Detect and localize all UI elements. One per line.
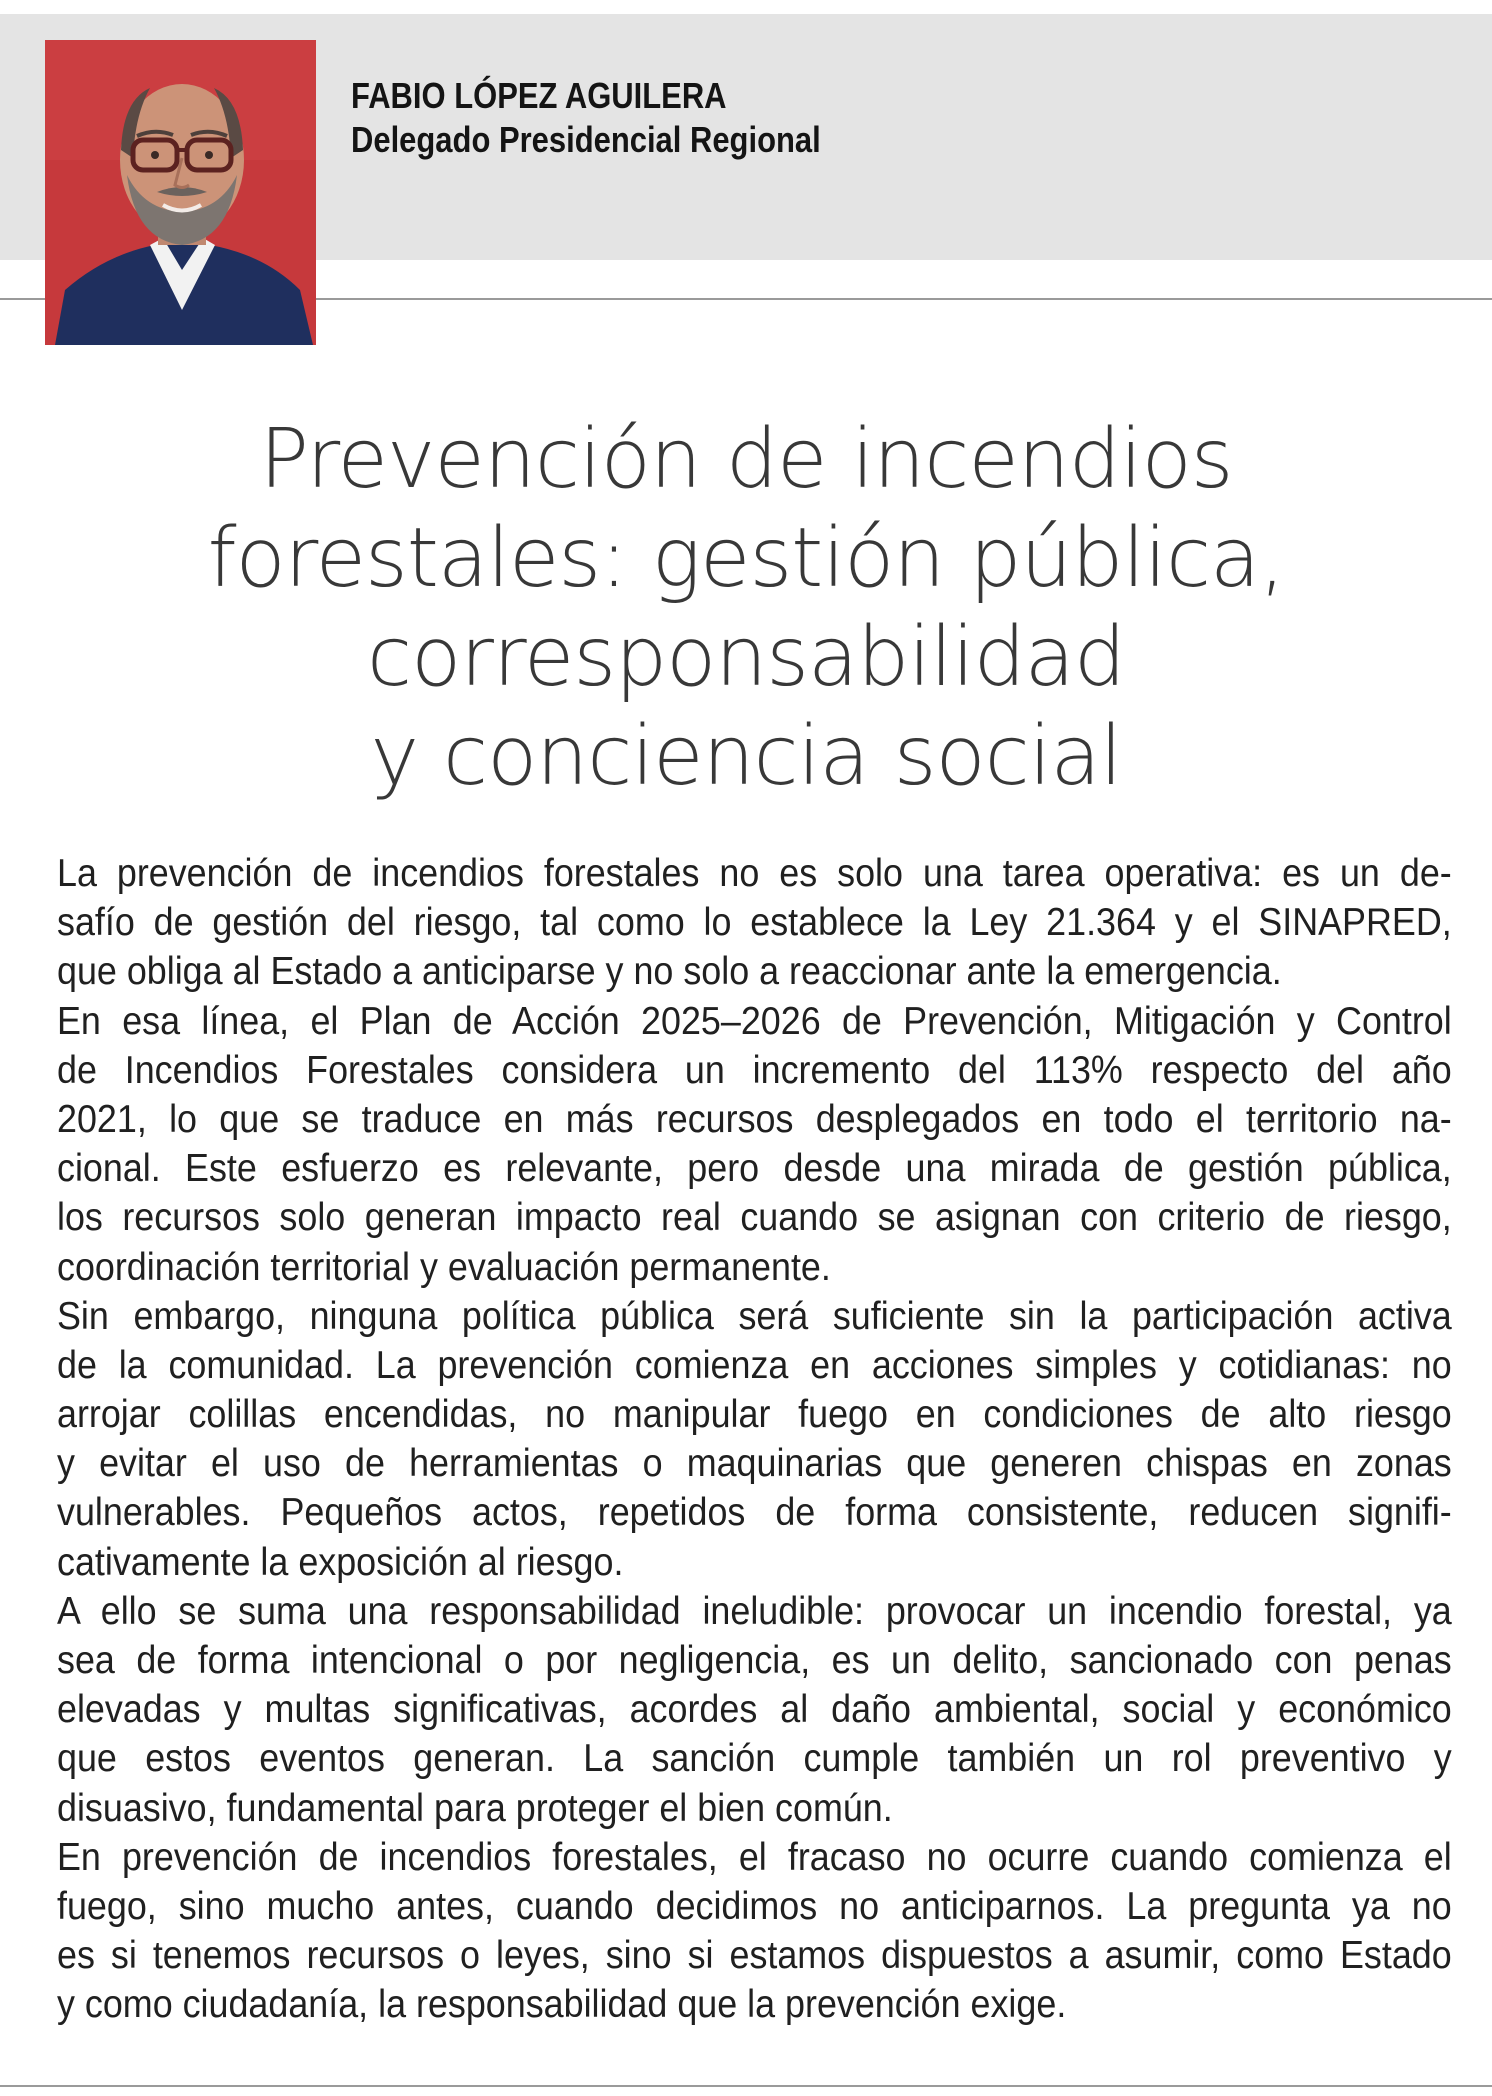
body-line: de Incendios Forestales considera un incremento del 113% respecto del año [57, 1048, 1452, 1092]
author-byline [351, 74, 821, 162]
body-line: La prevención de incendios forestales no es solo una tarea operativa: es un de- [57, 852, 1452, 895]
body-line: En prevención de incendios forestales, el fracaso no ocurre cuando comienza el [57, 1835, 1452, 1879]
body-line: sea de forma intencional o por negligencia, es un delito, sancionado con penas [57, 1639, 1452, 1682]
body-line: A ello se suma una responsabilidad ineludible: provocar un incendio forestal, ya [57, 1589, 1452, 1633]
author-portrait-image [45, 40, 316, 345]
body-line: de la comunidad. La prevención comienza en acciones simples y cotidianas: no [57, 1343, 1452, 1387]
body-line: coordinación territorial y evaluación permanente. [57, 1245, 831, 1289]
body-line: los recursos solo generan impacto real cuando se asignan con criterio de riesgo, [57, 1196, 1452, 1240]
body-line: disuasivo, fundamental para proteger el bien común. [57, 1786, 893, 1830]
body-line: que estos eventos generan. La sanción cumple también un rol preventivo y [57, 1737, 1452, 1781]
author-role: Delegado Presidencial Regional [351, 119, 821, 160]
headline-line: Prevención de incendios [259, 412, 1233, 507]
article-body [57, 849, 1452, 2030]
body-line: 2021, lo que se traduce en más recursos desplegados en todo el territorio na- [57, 1097, 1452, 1141]
body-line: es si tenemos recursos o leyes, sino si estamos dispuestos a asumir, como Estado [57, 1934, 1452, 1978]
body-line: Sin embargo, ninguna política pública será suficiente sin la participación activa [57, 1294, 1452, 1338]
body-line: y como ciudadanía, la responsabilidad que la prevención exige. [57, 1983, 1067, 2027]
body-line: cional. Este esfuerzo es relevante, pero desde una mirada de gestión pública, [57, 1147, 1452, 1191]
body-line: elevadas y multas significativas, acordes al daño ambiental, social y económico [57, 1688, 1452, 1732]
author-name: FABIO LÓPEZ AGUILERA [351, 75, 727, 116]
body-line: y evitar el uso de herramientas o maquinarias que generen chispas en zonas [57, 1442, 1452, 1486]
body-line: cativamente la exposición al riesgo. [57, 1540, 624, 1584]
headline-line: y conciencia social [370, 709, 1122, 804]
body-line: safío de gestión del riesgo, tal como lo establece la Ley 21.364 y el SINAPRED, [57, 901, 1452, 945]
headline-line: corresponsabilidad [367, 610, 1125, 705]
body-line: que obliga al Estado a anticiparse y no solo a reaccionar ante la emergencia. [57, 950, 1282, 994]
body-line: fuego, sino mucho antes, cuando decidimos no anticiparnos. La pregunta ya no [57, 1884, 1452, 1928]
headline [0, 410, 1492, 806]
headline-line: forestales: gestión pública, [207, 511, 1285, 606]
body-line: En esa línea, el Plan de Acción 2025–2026 de Prevención, Mitigación y Control [57, 999, 1452, 1043]
author-photo [45, 40, 316, 345]
body-line: vulnerables. Pequeños actos, repetidos de forma consistente, reducen signifi- [57, 1491, 1452, 1535]
footer-divider [0, 2085, 1492, 2087]
body-line: arrojar colillas encendidas, no manipular fuego en condiciones de alto riesgo [57, 1393, 1452, 1437]
